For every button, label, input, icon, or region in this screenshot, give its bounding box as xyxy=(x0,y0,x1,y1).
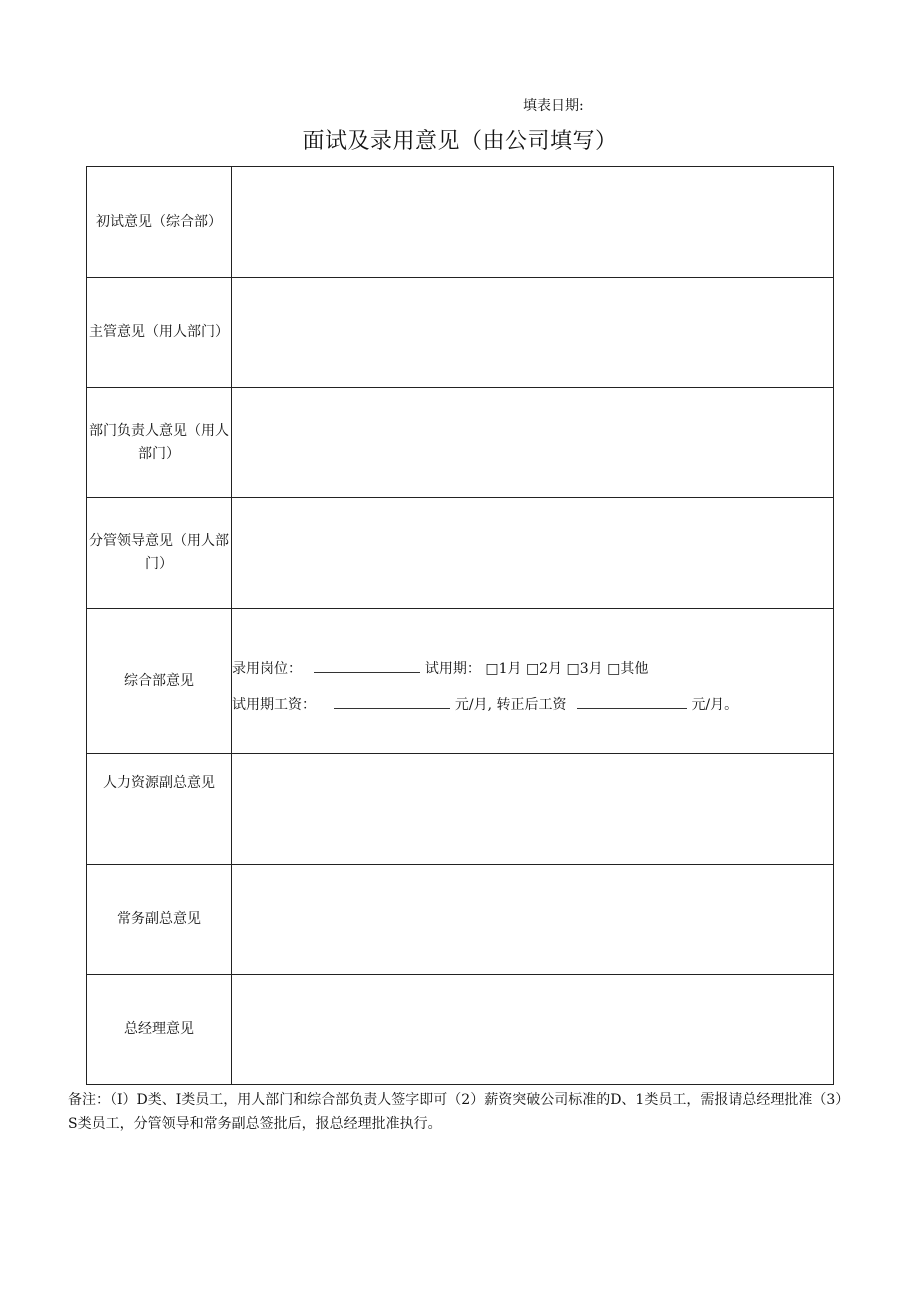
position-blank[interactable] xyxy=(314,659,420,673)
field-dept-head[interactable] xyxy=(232,388,834,498)
probation-option-other[interactable]: □其他 xyxy=(607,661,649,677)
probation-option-1[interactable]: □1月 xyxy=(485,661,522,677)
label-general-dept: 综合部意见 xyxy=(87,609,232,754)
salary-line xyxy=(232,694,833,714)
field-hr-vp[interactable] xyxy=(232,754,834,865)
opinion-table xyxy=(86,166,834,1085)
fill-date-label: 填表日期: xyxy=(523,98,584,114)
label-supervisor: 主管意见（用人部门） xyxy=(87,278,232,388)
position-label: 录用岗位： xyxy=(232,661,302,677)
field-exec-vp[interactable] xyxy=(232,865,834,975)
after-probation-label: 转正后工资 xyxy=(496,697,567,713)
row-general-dept xyxy=(87,609,834,754)
row-exec-vp xyxy=(87,865,834,975)
probation-label: 试用期： xyxy=(424,661,481,677)
page-title: 面试及录用意见（由公司填写） xyxy=(302,129,618,154)
label-initial: 初试意见（综合部） xyxy=(87,167,232,278)
label-exec-vp: 常务副总意见 xyxy=(87,865,232,975)
field-supervisor[interactable] xyxy=(232,278,834,388)
row-dept-head xyxy=(87,388,834,498)
row-initial xyxy=(87,167,834,278)
label-dept-head: 部门负责人意见（用人部门） xyxy=(87,388,232,498)
regular-salary-blank[interactable] xyxy=(577,695,687,709)
per-month-label-2: 元/月。 xyxy=(691,697,739,713)
field-initial[interactable] xyxy=(232,167,834,278)
position-line xyxy=(232,658,833,678)
salary-label: 试用期工资： xyxy=(232,697,316,713)
row-hr-vp xyxy=(87,754,834,865)
field-general-dept xyxy=(232,609,834,754)
probation-salary-blank[interactable] xyxy=(334,695,450,709)
probation-option-3[interactable]: □3月 xyxy=(566,661,603,677)
field-division-leader[interactable] xyxy=(232,498,834,609)
per-month-label-1: 元/月, xyxy=(454,697,493,713)
row-supervisor xyxy=(87,278,834,388)
row-division-leader xyxy=(87,498,834,609)
footnote: 备注：（I）D类、I类员工，用人部门和综合部负责人签字即可（2）薪资突破公司标准的D、1类员工，需报请总经理批准（3）S类员工，分管领导和常务副总签批后，报总经理批准执行。 xyxy=(68,1092,843,1132)
probation-option-2[interactable]: □2月 xyxy=(525,661,563,677)
row-gm xyxy=(87,975,834,1085)
label-gm: 总经理意见 xyxy=(87,975,232,1085)
field-gm[interactable] xyxy=(232,975,834,1085)
label-hr-vp: 人力资源副总意见 xyxy=(87,754,232,865)
label-division-leader: 分管领导意见（用人部门） xyxy=(87,498,232,609)
